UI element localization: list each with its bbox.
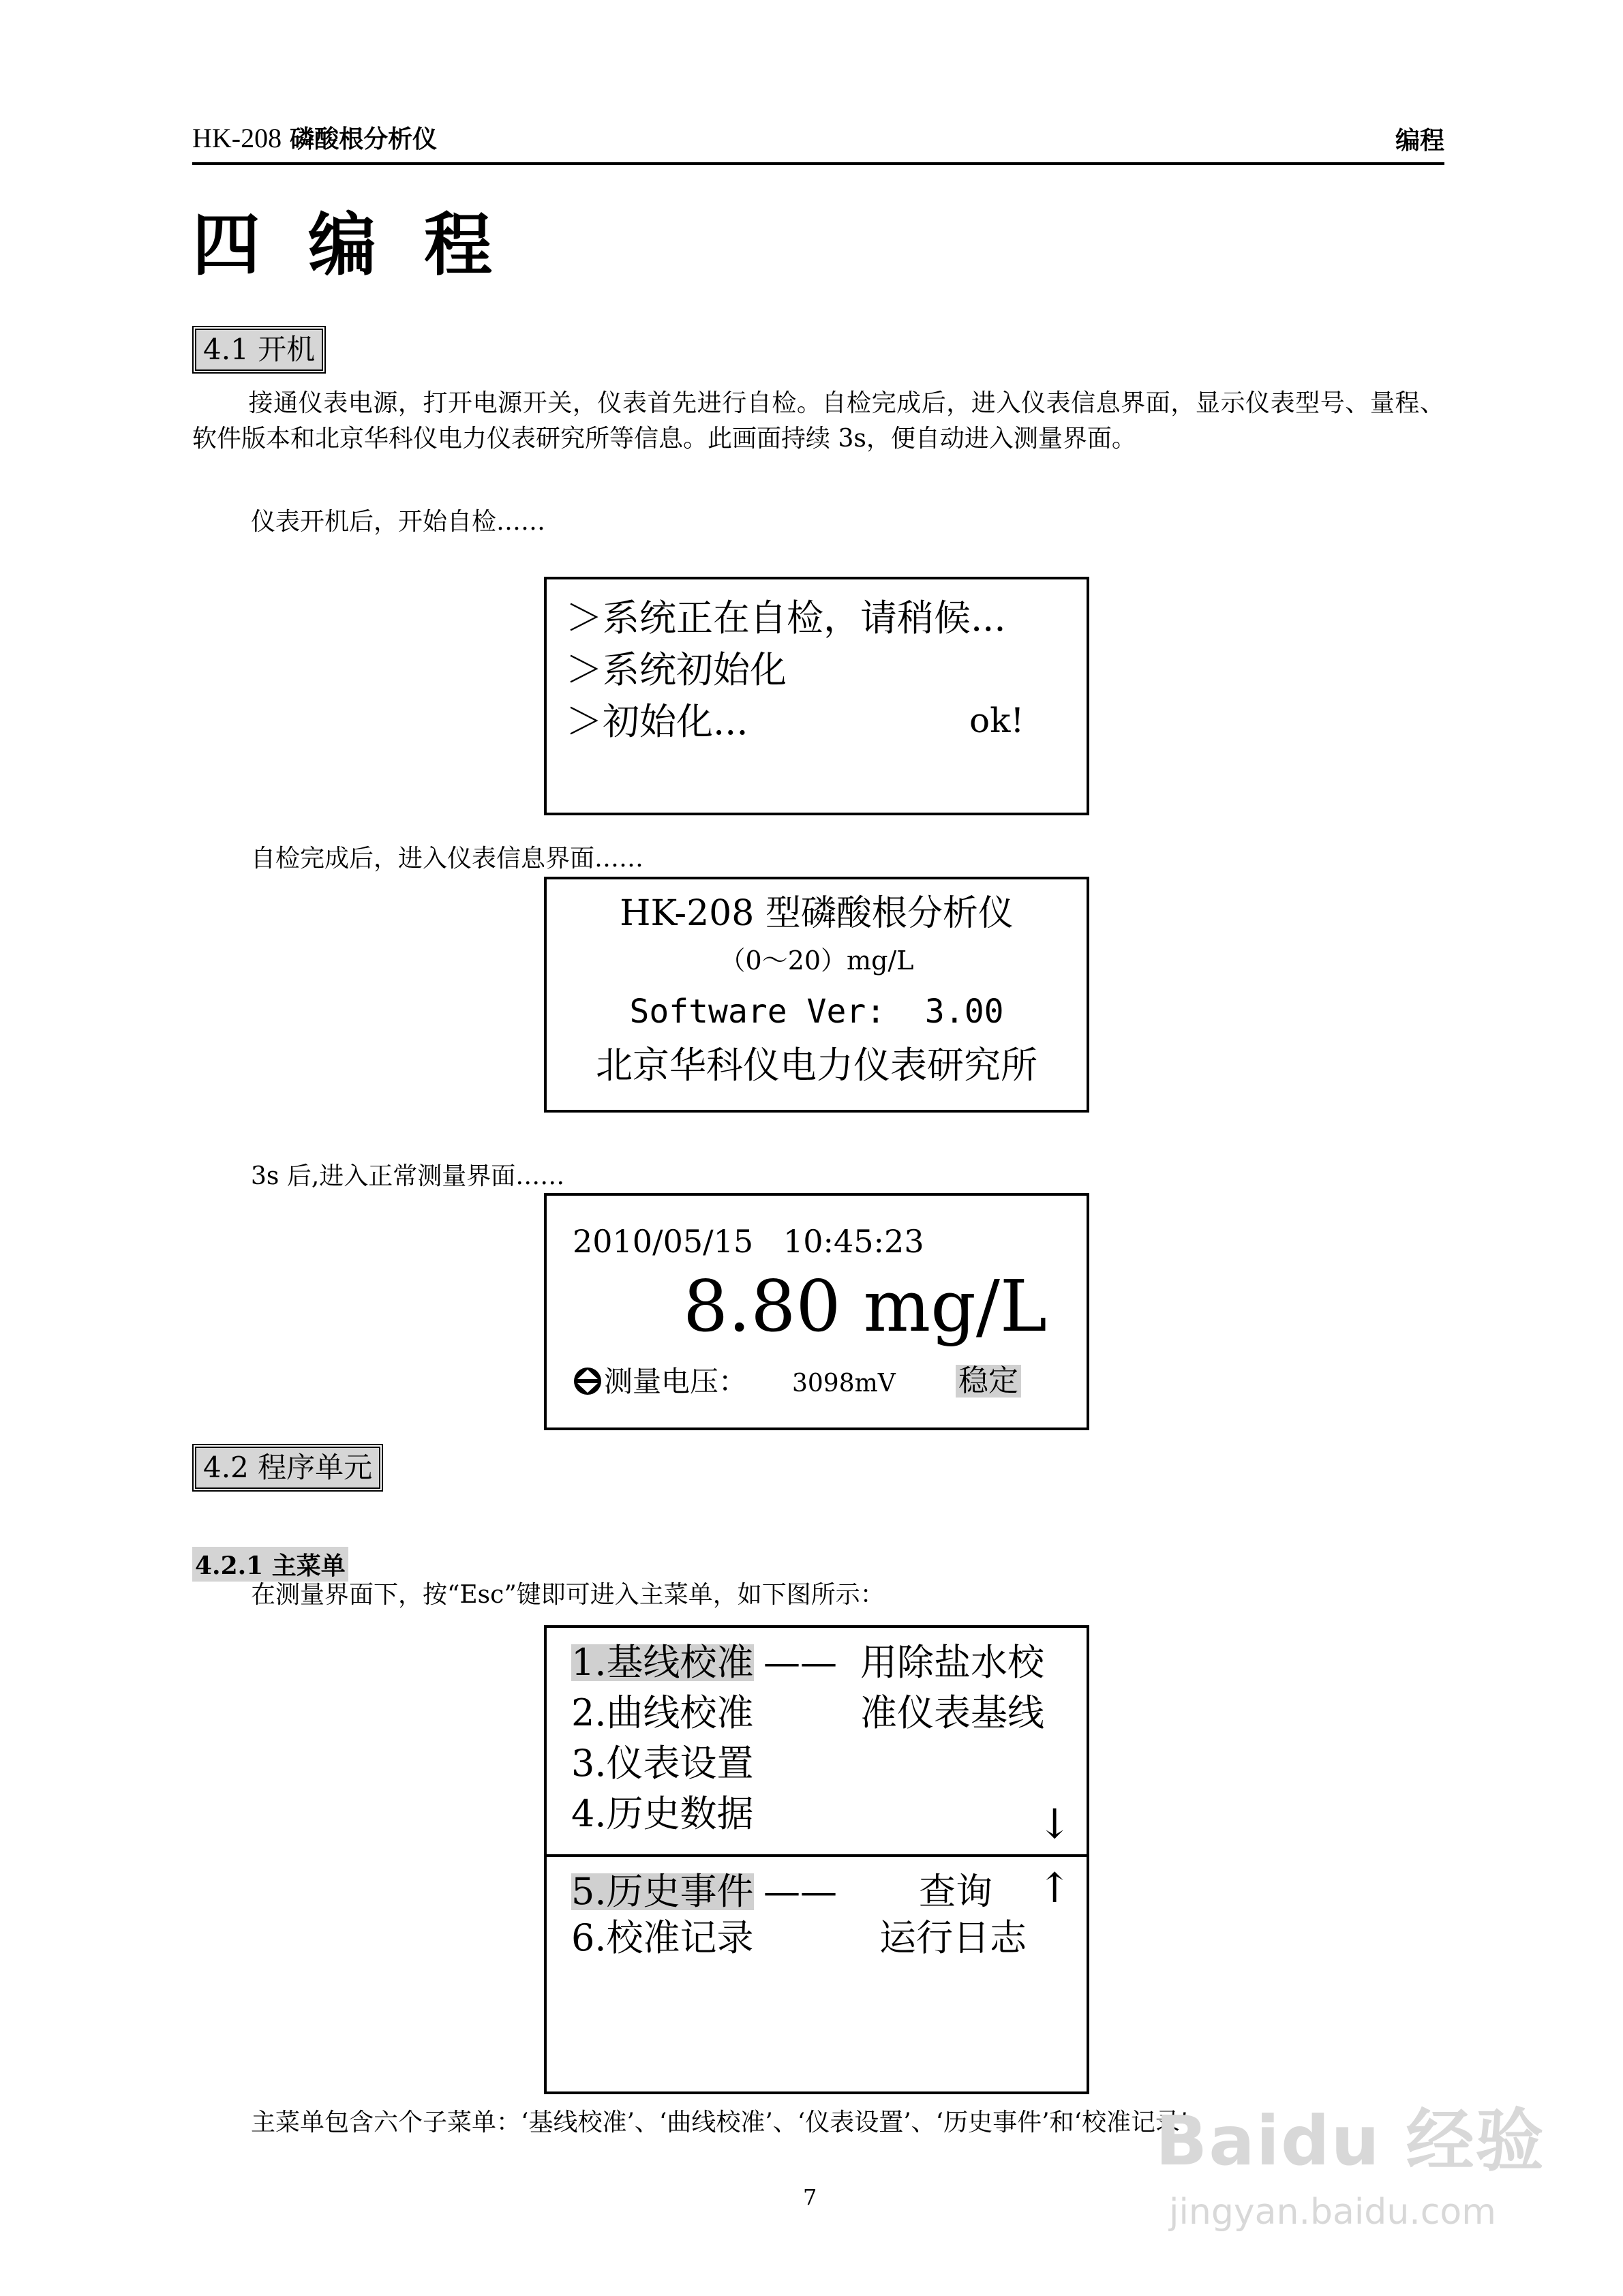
main-menu-screen-page-1 [544,1625,1089,1858]
header-rule [192,162,1444,165]
info-screen [544,877,1089,1113]
menu-item-history-data[interactable]: 4.历史数据 [571,1792,754,1835]
info-caption: 自检完成后，进入仪表信息界面…… [251,845,644,873]
header-product-name: 磷酸根分析仪 [290,125,438,153]
submenu-summary: 主菜单包含六个子菜单：‘基线校准’、‘曲线校准’、‘仪表设置’、‘历史事件’和‘校准记录’。 [251,2109,1213,2136]
baidu-watermark-logo: Baidu 经验 [1155,2101,1545,2181]
info-company: 北京华科仪电力仪表研究所 [596,1044,1037,1087]
info-title: HK-208 型磷酸根分析仪 [620,893,1014,934]
selftest-screen [544,577,1089,815]
menu-item-1-dash: —— [763,1641,837,1684]
measure-voltage-label: 测量电压： [604,1365,748,1398]
info-range: （0～20）mg/L [719,946,914,976]
info-software-version: Software Ver: 3.00 [629,993,1004,1031]
intro-paragraph-text: 接通仪表电源，打开电源开关，仪表首先进行自检。自检完成后，进入仪表信息界面，显示仪表型号、量程、软件版本和北京华科仪电力仪表研究所等信息。此画面持续 3s，便自动进入测量界面。 [192,389,1444,453]
main-menu-screen-page-2 [544,1854,1089,2094]
intro-paragraph [192,386,1444,457]
selftest-caption: 仪表开机后，开始自检…… [251,508,546,536]
selftest-ok: ok! [969,701,1025,740]
menu-item-1-desc-line-2: 准仪表基线 [860,1691,1044,1734]
baidu-watermark-url: jingyan.baidu.com [1169,2192,1496,2233]
header-section: 编程 [1395,127,1444,155]
section-4-1-label: 4.1 开机 [195,329,323,371]
measure-status-badge: 稳定 [956,1365,1021,1398]
measure-datetime: 2010/05/15 10:45:23 [573,1223,924,1260]
menu-item-baseline-calibration[interactable]: 1.基线校准 [571,1641,754,1684]
measure-voltage: 3098mV [792,1370,896,1398]
menu-item-5-desc-line-1: 查询 [919,1870,992,1913]
header-model: HK-208 [192,123,282,153]
chapter-title: 四编程 [192,205,540,285]
section-4-2-label: 4.2 程序单元 [195,1447,380,1489]
menu-item-5-desc-line-2: 运行日志 [879,1916,1027,1959]
menu-item-instrument-settings[interactable]: 3.仪表设置 [571,1742,754,1785]
selftest-line-3: ＞初始化... [566,700,748,743]
scroll-down-arrow-icon[interactable]: ↓ [1037,1800,1072,1848]
up-down-arrows-icon [573,1366,603,1396]
selftest-line-1: ＞系统正在自检，请稍候... [566,596,1006,639]
measure-screen [544,1193,1089,1430]
menu-item-history-events[interactable]: 5.历史事件 [571,1870,754,1913]
menu-item-curve-calibration[interactable]: 2.曲线校准 [571,1691,754,1734]
selftest-line-2: ＞系统初始化 [566,648,787,691]
main-menu-caption: 在测量界面下，按“Esc”键即可进入主菜单，如下图所示： [251,1581,885,1609]
menu-item-1-desc-line-1: 用除盐水校 [860,1641,1044,1684]
measure-caption: 3s 后,进入正常测量界面…… [251,1162,565,1190]
section-4-1-heading [192,326,326,374]
scroll-up-arrow-icon[interactable]: ↑ [1037,1864,1072,1912]
section-4-2-heading [192,1444,383,1492]
menu-item-5-dash: —— [763,1870,837,1913]
header-title [192,120,437,155]
page-number: 7 [803,2184,817,2210]
menu-item-calibration-records[interactable]: 6.校准记录 [571,1916,754,1959]
subsection-4-2-1-heading: 4.2.1 主菜单 [192,1547,348,1582]
measure-value: 8.80 mg/L [683,1265,1047,1348]
